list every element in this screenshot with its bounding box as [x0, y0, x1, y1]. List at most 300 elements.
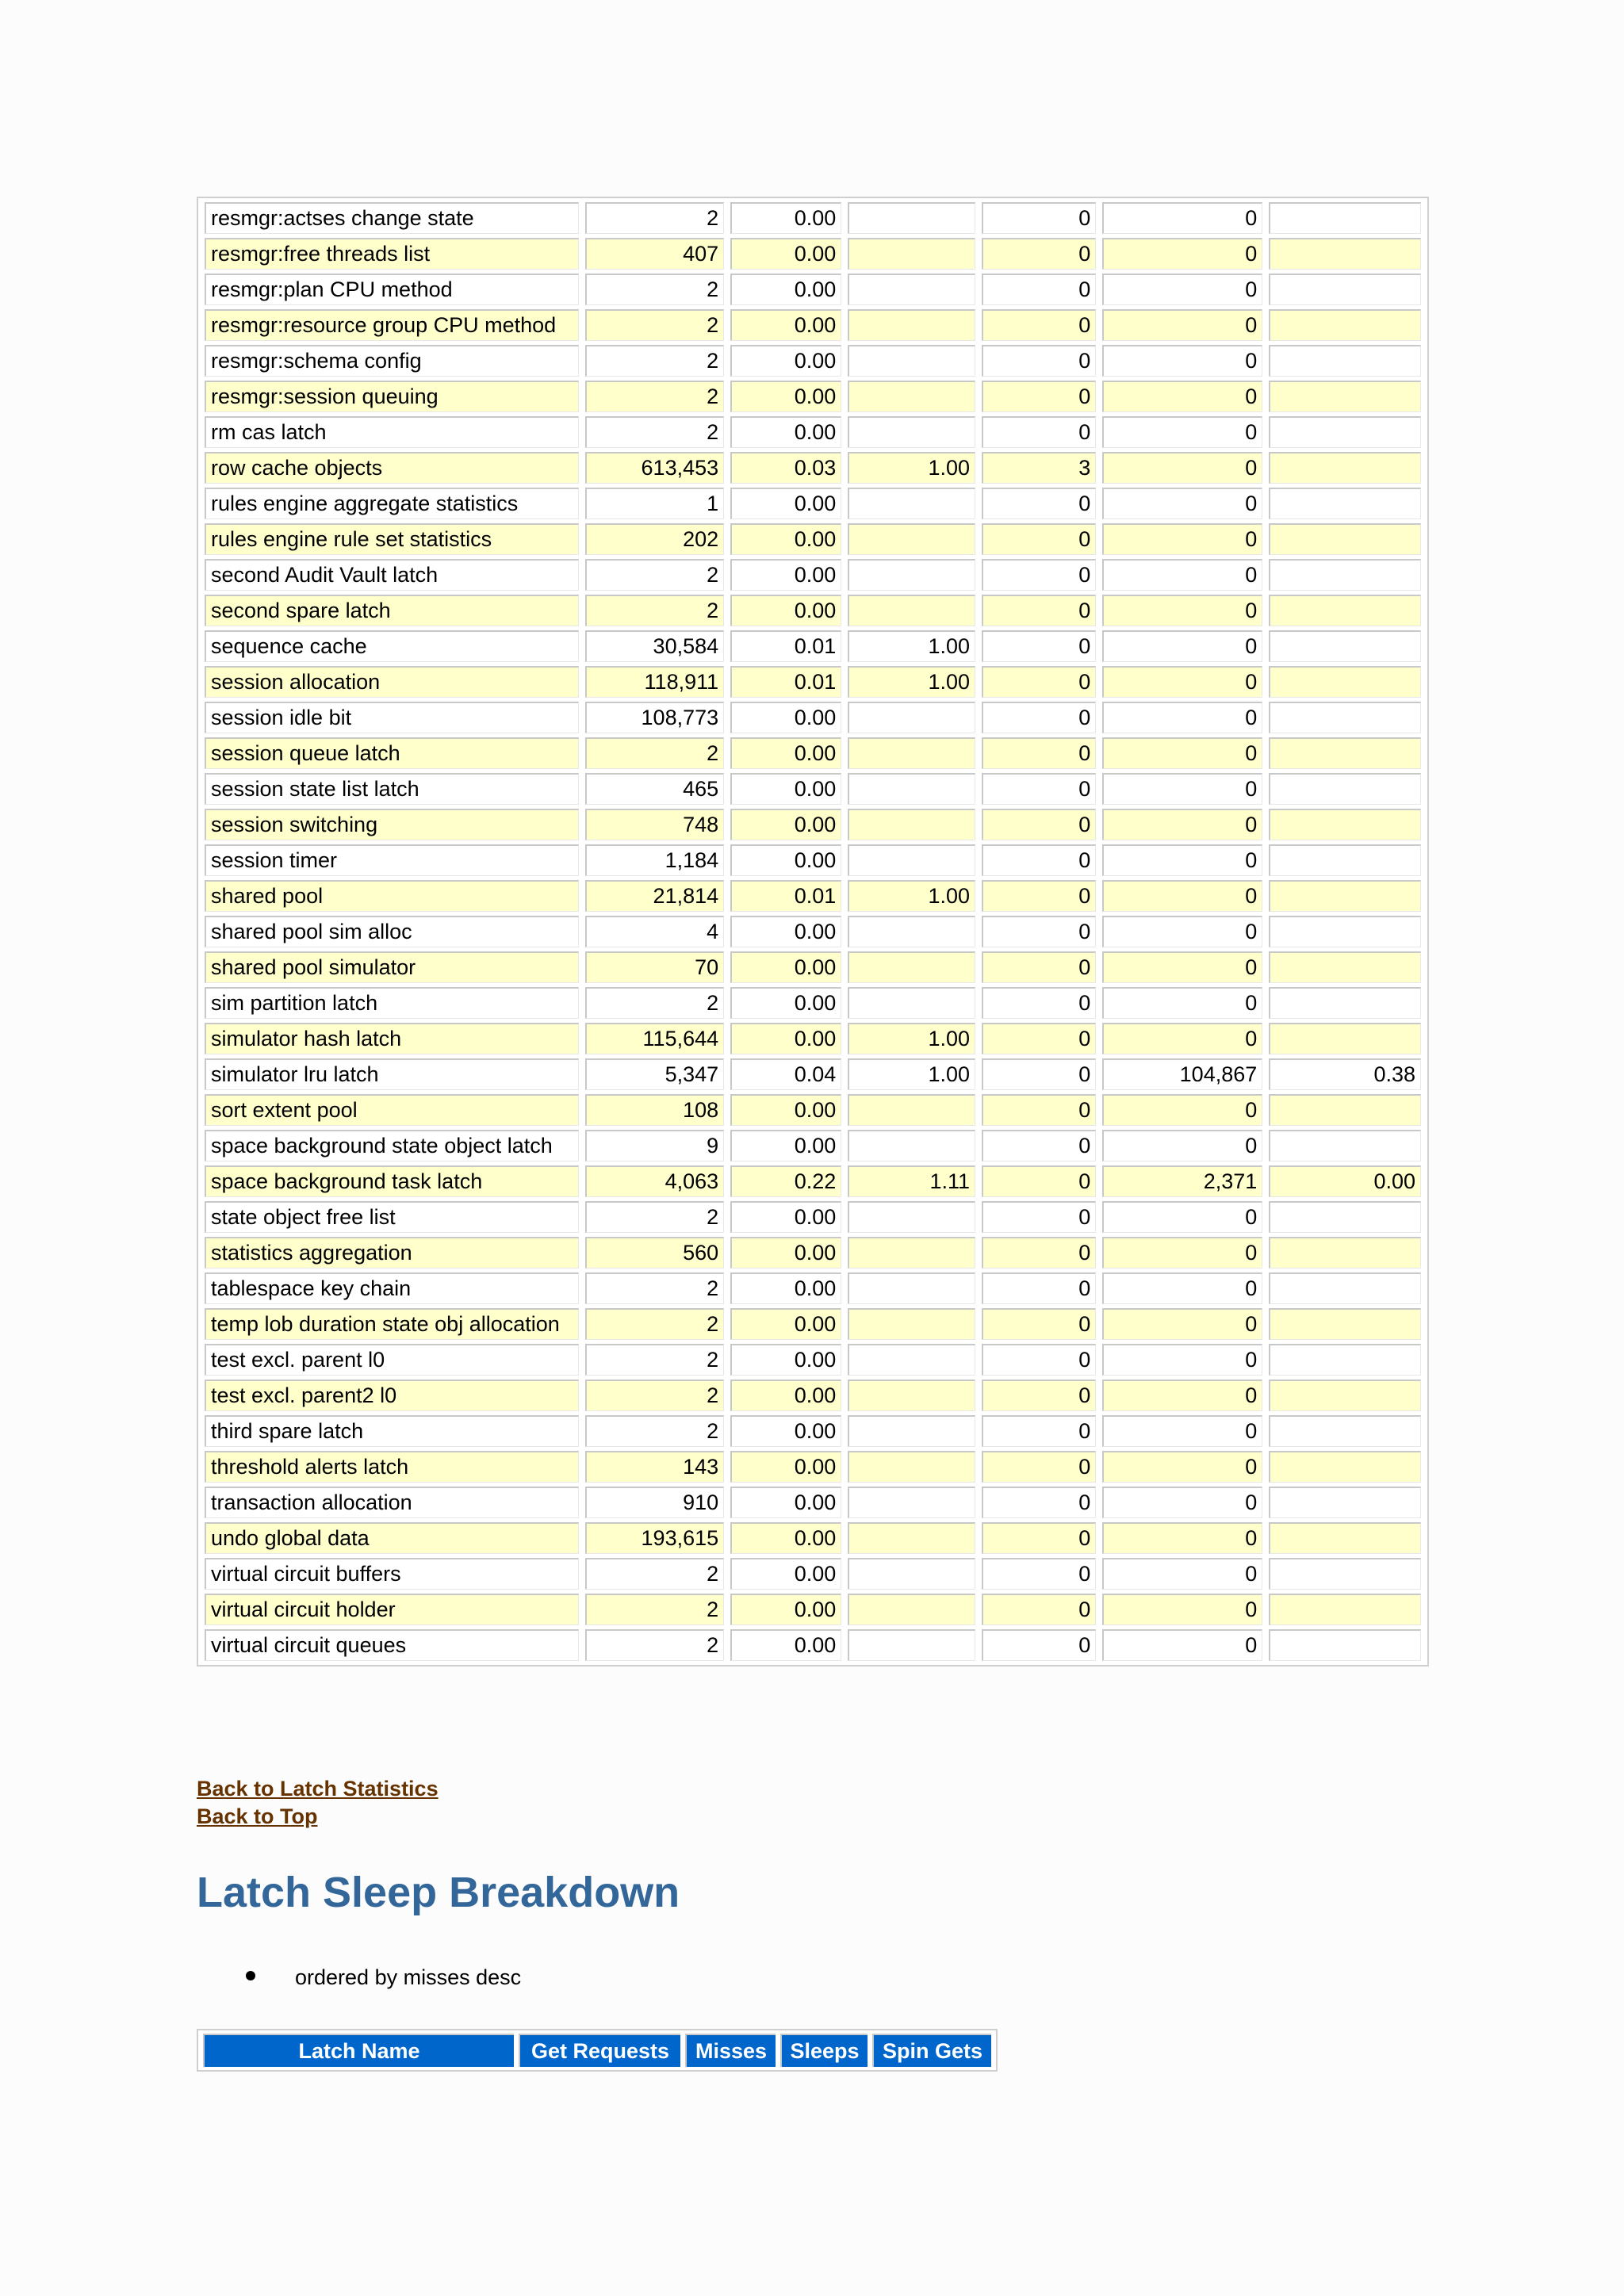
header-misses: Misses	[685, 2034, 776, 2067]
table-row	[205, 595, 1421, 626]
get-requests-cell: 108,773	[585, 702, 724, 733]
avg-slps-miss-cell: 1.11	[848, 1165, 975, 1197]
note-item	[246, 1961, 521, 1993]
latch-name-cell: second spare latch	[205, 595, 579, 626]
table-row	[205, 987, 1421, 1019]
latch-name-cell: virtual circuit holder	[205, 1594, 579, 1625]
pct-nowait-miss-cell	[1269, 381, 1421, 412]
pct-nowait-miss-cell	[1269, 1558, 1421, 1590]
pct-miss-cell: 0.00	[730, 1023, 841, 1054]
get-requests-cell: 2	[585, 381, 724, 412]
table-row	[205, 1272, 1421, 1304]
pct-miss-cell: 0.00	[730, 238, 841, 270]
get-requests-cell: 21,814	[585, 880, 724, 912]
wait-time-cell: 0	[982, 702, 1096, 733]
get-requests-cell: 2	[585, 309, 724, 341]
nowait-requests-cell: 0	[1102, 202, 1262, 234]
get-requests-cell: 202	[585, 523, 724, 555]
avg-slps-miss-cell	[848, 1308, 975, 1340]
wait-time-cell: 0	[982, 987, 1096, 1019]
pct-nowait-miss-cell	[1269, 345, 1421, 377]
pct-miss-cell: 0.00	[730, 345, 841, 377]
pct-nowait-miss-cell	[1269, 1629, 1421, 1661]
nowait-requests-cell: 0	[1102, 1415, 1262, 1447]
latch-name-cell: sort extent pool	[205, 1094, 579, 1126]
pct-nowait-miss-cell	[1269, 737, 1421, 769]
avg-slps-miss-cell	[848, 1380, 975, 1411]
wait-time-cell: 0	[982, 773, 1096, 805]
latch-name-cell: space background state object latch	[205, 1130, 579, 1161]
table-row	[205, 951, 1421, 983]
avg-slps-miss-cell: 1.00	[848, 666, 975, 698]
header-spin-gets: Spin Gets	[872, 2034, 991, 2067]
get-requests-cell: 465	[585, 773, 724, 805]
table-row	[205, 1344, 1421, 1376]
avg-slps-miss-cell: 1.00	[848, 880, 975, 912]
wait-time-cell: 0	[982, 1201, 1096, 1233]
pct-miss-cell: 0.00	[730, 274, 841, 305]
pct-miss-cell: 0.01	[730, 666, 841, 698]
table-row	[205, 1237, 1421, 1269]
pct-nowait-miss-cell	[1269, 1094, 1421, 1126]
wait-time-cell: 0	[982, 488, 1096, 519]
latch-name-cell: tablespace key chain	[205, 1272, 579, 1304]
table-row	[205, 452, 1421, 484]
pct-nowait-miss-cell	[1269, 809, 1421, 840]
pct-nowait-miss-cell	[1269, 1130, 1421, 1161]
nowait-requests-cell: 0	[1102, 1344, 1262, 1376]
nowait-requests-cell: 104,867	[1102, 1058, 1262, 1090]
table-row	[205, 1023, 1421, 1054]
get-requests-cell: 70	[585, 951, 724, 983]
pct-nowait-miss-cell	[1269, 702, 1421, 733]
avg-slps-miss-cell	[848, 309, 975, 341]
wait-time-cell: 0	[982, 309, 1096, 341]
pct-miss-cell: 0.00	[730, 702, 841, 733]
pct-miss-cell: 0.00	[730, 844, 841, 876]
latch-name-cell: session idle bit	[205, 702, 579, 733]
get-requests-cell: 2	[585, 1272, 724, 1304]
avg-slps-miss-cell	[848, 809, 975, 840]
table-row	[205, 1165, 1421, 1197]
table-row	[205, 1415, 1421, 1447]
latch-sleep-breakdown-table	[197, 2029, 998, 2072]
avg-slps-miss-cell	[848, 773, 975, 805]
pct-nowait-miss-cell: 0.38	[1269, 1058, 1421, 1090]
get-requests-cell: 118,911	[585, 666, 724, 698]
nowait-requests-cell: 0	[1102, 809, 1262, 840]
pct-miss-cell: 0.00	[730, 1344, 841, 1376]
pct-nowait-miss-cell	[1269, 523, 1421, 555]
latch-name-cell: undo global data	[205, 1522, 579, 1554]
pct-nowait-miss-cell	[1269, 309, 1421, 341]
pct-nowait-miss-cell	[1269, 202, 1421, 234]
back-to-top-link[interactable]: Back to Top	[197, 1804, 318, 1828]
pct-nowait-miss-cell	[1269, 916, 1421, 947]
latch-name-cell: rules engine aggregate statistics	[205, 488, 579, 519]
latch-name-cell: space background task latch	[205, 1165, 579, 1197]
wait-time-cell: 0	[982, 1415, 1096, 1447]
pct-nowait-miss-cell	[1269, 452, 1421, 484]
latch-name-cell: sequence cache	[205, 630, 579, 662]
wait-time-cell: 0	[982, 1308, 1096, 1340]
nowait-requests-cell: 0	[1102, 452, 1262, 484]
wait-time-cell: 0	[982, 1165, 1096, 1197]
get-requests-cell: 1,184	[585, 844, 724, 876]
pct-nowait-miss-cell	[1269, 773, 1421, 805]
latch-name-cell: virtual circuit buffers	[205, 1558, 579, 1590]
get-requests-cell: 613,453	[585, 452, 724, 484]
table-row	[205, 238, 1421, 270]
wait-time-cell: 0	[982, 1594, 1096, 1625]
latch-name-cell: resmgr:plan CPU method	[205, 274, 579, 305]
wait-time-cell: 0	[982, 1629, 1096, 1661]
latch-name-cell: simulator lru latch	[205, 1058, 579, 1090]
get-requests-cell: 5,347	[585, 1058, 724, 1090]
nowait-requests-cell: 0	[1102, 1487, 1262, 1518]
pct-nowait-miss-cell	[1269, 880, 1421, 912]
nowait-requests-cell: 0	[1102, 666, 1262, 698]
pct-miss-cell: 0.00	[730, 1201, 841, 1233]
nowait-requests-cell: 0	[1102, 916, 1262, 947]
get-requests-cell: 2	[585, 1629, 724, 1661]
wait-time-cell: 0	[982, 345, 1096, 377]
nowait-requests-cell: 0	[1102, 1272, 1262, 1304]
wait-time-cell: 0	[982, 951, 1096, 983]
nowait-requests-cell: 0	[1102, 1380, 1262, 1411]
avg-slps-miss-cell	[848, 1415, 975, 1447]
pct-miss-cell: 0.00	[730, 1451, 841, 1483]
wait-time-cell: 0	[982, 809, 1096, 840]
table-row	[205, 1130, 1421, 1161]
table-row	[205, 737, 1421, 769]
table-row	[205, 488, 1421, 519]
avg-slps-miss-cell	[848, 1594, 975, 1625]
nowait-requests-cell: 0	[1102, 274, 1262, 305]
table-row	[205, 809, 1421, 840]
wait-time-cell: 0	[982, 523, 1096, 555]
pct-nowait-miss-cell	[1269, 1308, 1421, 1340]
get-requests-cell: 910	[585, 1487, 724, 1518]
table-row	[205, 1558, 1421, 1590]
section-notes	[246, 1961, 521, 1993]
latch-name-cell: second Audit Vault latch	[205, 559, 579, 591]
get-requests-cell: 2	[585, 1380, 724, 1411]
nowait-requests-cell: 0	[1102, 1629, 1262, 1661]
pct-miss-cell: 0.03	[730, 452, 841, 484]
pct-nowait-miss-cell	[1269, 1594, 1421, 1625]
wait-time-cell: 0	[982, 1094, 1096, 1126]
latch-name-cell: resmgr:resource group CPU method	[205, 309, 579, 341]
get-requests-cell: 2	[585, 559, 724, 591]
pct-nowait-miss-cell	[1269, 595, 1421, 626]
pct-miss-cell: 0.00	[730, 488, 841, 519]
pct-nowait-miss-cell	[1269, 666, 1421, 698]
latch-name-cell: resmgr:session queuing	[205, 381, 579, 412]
pct-miss-cell: 0.00	[730, 523, 841, 555]
nowait-requests-cell: 0	[1102, 951, 1262, 983]
pct-miss-cell: 0.01	[730, 880, 841, 912]
latch-name-cell: session switching	[205, 809, 579, 840]
table-row	[205, 345, 1421, 377]
wait-time-cell: 0	[982, 381, 1096, 412]
get-requests-cell: 143	[585, 1451, 724, 1483]
nowait-requests-cell: 0	[1102, 1522, 1262, 1554]
latch-name-cell: statistics aggregation	[205, 1237, 579, 1269]
pct-miss-cell: 0.00	[730, 1272, 841, 1304]
table-row	[205, 309, 1421, 341]
table-row	[205, 702, 1421, 733]
table-row	[205, 523, 1421, 555]
avg-slps-miss-cell	[848, 1629, 975, 1661]
pct-nowait-miss-cell	[1269, 1272, 1421, 1304]
get-requests-cell: 30,584	[585, 630, 724, 662]
table-row	[205, 916, 1421, 947]
wait-time-cell: 0	[982, 880, 1096, 912]
latch-name-cell: resmgr:schema config	[205, 345, 579, 377]
get-requests-cell: 2	[585, 1201, 724, 1233]
avg-slps-miss-cell	[848, 1130, 975, 1161]
pct-miss-cell: 0.00	[730, 987, 841, 1019]
nowait-requests-cell: 0	[1102, 1558, 1262, 1590]
wait-time-cell: 0	[982, 202, 1096, 234]
nowait-requests-cell: 0	[1102, 1237, 1262, 1269]
latch-name-cell: shared pool sim alloc	[205, 916, 579, 947]
pct-miss-cell: 0.22	[730, 1165, 841, 1197]
latch-name-cell: rules engine rule set statistics	[205, 523, 579, 555]
latch-name-cell: session state list latch	[205, 773, 579, 805]
pct-miss-cell: 0.00	[730, 1237, 841, 1269]
table-row	[205, 1201, 1421, 1233]
pct-miss-cell: 0.00	[730, 1558, 841, 1590]
table-row	[205, 559, 1421, 591]
wait-time-cell: 0	[982, 1344, 1096, 1376]
wait-time-cell: 0	[982, 1522, 1096, 1554]
pct-miss-cell: 0.04	[730, 1058, 841, 1090]
wait-time-cell: 0	[982, 238, 1096, 270]
avg-slps-miss-cell	[848, 202, 975, 234]
pct-miss-cell: 0.00	[730, 559, 841, 591]
wait-time-cell: 0	[982, 1058, 1096, 1090]
latch-name-cell: transaction allocation	[205, 1487, 579, 1518]
get-requests-cell: 2	[585, 1308, 724, 1340]
nowait-requests-cell: 0	[1102, 238, 1262, 270]
get-requests-cell: 560	[585, 1237, 724, 1269]
wait-time-cell: 0	[982, 1380, 1096, 1411]
pct-miss-cell: 0.00	[730, 1130, 841, 1161]
latch-name-cell: test excl. parent l0	[205, 1344, 579, 1376]
avg-slps-miss-cell	[848, 844, 975, 876]
avg-slps-miss-cell	[848, 1201, 975, 1233]
wait-time-cell: 0	[982, 274, 1096, 305]
latch-name-cell: session queue latch	[205, 737, 579, 769]
pct-nowait-miss-cell	[1269, 559, 1421, 591]
header-latch-name: Latch Name	[203, 2034, 514, 2067]
nowait-requests-cell: 2,371	[1102, 1165, 1262, 1197]
nowait-requests-cell: 0	[1102, 488, 1262, 519]
latch-name-cell: rm cas latch	[205, 416, 579, 448]
get-requests-cell: 2	[585, 345, 724, 377]
wait-time-cell: 0	[982, 416, 1096, 448]
table-row	[205, 630, 1421, 662]
pct-miss-cell: 0.00	[730, 1629, 841, 1661]
avg-slps-miss-cell	[848, 1451, 975, 1483]
pct-miss-cell: 0.00	[730, 916, 841, 947]
avg-slps-miss-cell	[848, 595, 975, 626]
wait-time-cell: 0	[982, 916, 1096, 947]
pct-miss-cell: 0.00	[730, 1308, 841, 1340]
nowait-requests-cell: 0	[1102, 309, 1262, 341]
table-row	[205, 666, 1421, 698]
back-to-latch-statistics-link[interactable]: Back to Latch Statistics	[197, 1777, 439, 1800]
table-row	[205, 381, 1421, 412]
wait-time-cell: 0	[982, 1558, 1096, 1590]
pct-nowait-miss-cell	[1269, 416, 1421, 448]
wait-time-cell: 0	[982, 1130, 1096, 1161]
table-row	[205, 416, 1421, 448]
wait-time-cell: 0	[982, 630, 1096, 662]
pct-nowait-miss-cell	[1269, 844, 1421, 876]
pct-nowait-miss-cell	[1269, 1451, 1421, 1483]
avg-slps-miss-cell: 1.00	[848, 1058, 975, 1090]
get-requests-cell: 2	[585, 1558, 724, 1590]
latch-name-cell: simulator hash latch	[205, 1023, 579, 1054]
pct-nowait-miss-cell	[1269, 1344, 1421, 1376]
pct-nowait-miss-cell: 0.00	[1269, 1165, 1421, 1197]
table-row	[205, 202, 1421, 234]
pct-nowait-miss-cell	[1269, 488, 1421, 519]
table-row	[205, 274, 1421, 305]
header-sleeps: Sleeps	[780, 2034, 868, 2067]
latch-name-cell: virtual circuit queues	[205, 1629, 579, 1661]
get-requests-cell: 2	[585, 416, 724, 448]
nowait-requests-cell: 0	[1102, 1094, 1262, 1126]
pct-miss-cell: 0.00	[730, 737, 841, 769]
wait-time-cell: 0	[982, 1451, 1096, 1483]
avg-slps-miss-cell	[848, 916, 975, 947]
pct-miss-cell: 0.00	[730, 1415, 841, 1447]
navigation-links	[197, 1775, 439, 1831]
wait-time-cell: 0	[982, 559, 1096, 591]
avg-slps-miss-cell	[848, 488, 975, 519]
nowait-requests-cell: 0	[1102, 559, 1262, 591]
get-requests-cell: 2	[585, 1344, 724, 1376]
get-requests-cell: 2	[585, 737, 724, 769]
pct-nowait-miss-cell	[1269, 1380, 1421, 1411]
wait-time-cell: 0	[982, 1023, 1096, 1054]
wait-time-cell: 0	[982, 595, 1096, 626]
get-requests-cell: 4,063	[585, 1165, 724, 1197]
nowait-requests-cell: 0	[1102, 1130, 1262, 1161]
get-requests-cell: 2	[585, 202, 724, 234]
pct-nowait-miss-cell	[1269, 1201, 1421, 1233]
avg-slps-miss-cell	[848, 702, 975, 733]
pct-nowait-miss-cell	[1269, 274, 1421, 305]
pct-miss-cell: 0.00	[730, 416, 841, 448]
pct-nowait-miss-cell	[1269, 238, 1421, 270]
get-requests-cell: 9	[585, 1130, 724, 1161]
pct-miss-cell: 0.00	[730, 951, 841, 983]
pct-nowait-miss-cell	[1269, 1522, 1421, 1554]
avg-slps-miss-cell	[848, 1344, 975, 1376]
nowait-requests-cell: 0	[1102, 381, 1262, 412]
table-row	[205, 1094, 1421, 1126]
pct-nowait-miss-cell	[1269, 1023, 1421, 1054]
get-requests-cell: 115,644	[585, 1023, 724, 1054]
nowait-requests-cell: 0	[1102, 987, 1262, 1019]
get-requests-cell: 4	[585, 916, 724, 947]
wait-time-cell: 0	[982, 737, 1096, 769]
latch-statistics-table	[197, 197, 1429, 1667]
avg-slps-miss-cell	[848, 1094, 975, 1126]
avg-slps-miss-cell: 1.00	[848, 630, 975, 662]
table-row	[205, 773, 1421, 805]
get-requests-cell: 108	[585, 1094, 724, 1126]
nowait-requests-cell: 0	[1102, 1594, 1262, 1625]
avg-slps-miss-cell	[848, 1558, 975, 1590]
wait-time-cell: 0	[982, 666, 1096, 698]
wait-time-cell: 0	[982, 1272, 1096, 1304]
pct-nowait-miss-cell	[1269, 1487, 1421, 1518]
table-row	[205, 1522, 1421, 1554]
table-row	[205, 844, 1421, 876]
avg-slps-miss-cell	[848, 987, 975, 1019]
avg-slps-miss-cell	[848, 274, 975, 305]
table-row	[205, 1594, 1421, 1625]
get-requests-cell: 1	[585, 488, 724, 519]
table-row	[205, 1308, 1421, 1340]
latch-name-cell: session timer	[205, 844, 579, 876]
avg-slps-miss-cell	[848, 1487, 975, 1518]
wait-time-cell: 0	[982, 1237, 1096, 1269]
get-requests-cell: 2	[585, 274, 724, 305]
nowait-requests-cell: 0	[1102, 595, 1262, 626]
pct-miss-cell: 0.00	[730, 1487, 841, 1518]
section-title: Latch Sleep Breakdown	[197, 1869, 680, 1916]
latch-name-cell: resmgr:free threads list	[205, 238, 579, 270]
pct-miss-cell: 0.00	[730, 381, 841, 412]
note-text: ordered by misses desc	[295, 1965, 522, 1989]
avg-slps-miss-cell: 1.00	[848, 1023, 975, 1054]
nowait-requests-cell: 0	[1102, 880, 1262, 912]
header-get-requests: Get Requests	[519, 2034, 680, 2067]
latch-name-cell: threshold alerts latch	[205, 1451, 579, 1483]
pct-nowait-miss-cell	[1269, 1415, 1421, 1447]
avg-slps-miss-cell	[848, 1237, 975, 1269]
pct-miss-cell: 0.00	[730, 773, 841, 805]
pct-miss-cell: 0.00	[730, 202, 841, 234]
header-row	[203, 2034, 991, 2067]
nowait-requests-cell: 0	[1102, 630, 1262, 662]
avg-slps-miss-cell	[848, 381, 975, 412]
table-row	[205, 1629, 1421, 1661]
nowait-requests-cell: 0	[1102, 345, 1262, 377]
avg-slps-miss-cell	[848, 951, 975, 983]
table-row	[205, 1451, 1421, 1483]
wait-time-cell: 0	[982, 844, 1096, 876]
pct-miss-cell: 0.00	[730, 809, 841, 840]
get-requests-cell: 2	[585, 1594, 724, 1625]
latch-name-cell: shared pool simulator	[205, 951, 579, 983]
pct-miss-cell: 0.00	[730, 1522, 841, 1554]
latch-name-cell: third spare latch	[205, 1415, 579, 1447]
latch-name-cell: row cache objects	[205, 452, 579, 484]
pct-miss-cell: 0.01	[730, 630, 841, 662]
table-row	[205, 1487, 1421, 1518]
latch-name-cell: shared pool	[205, 880, 579, 912]
avg-slps-miss-cell	[848, 1522, 975, 1554]
latch-name-cell: test excl. parent2 l0	[205, 1380, 579, 1411]
